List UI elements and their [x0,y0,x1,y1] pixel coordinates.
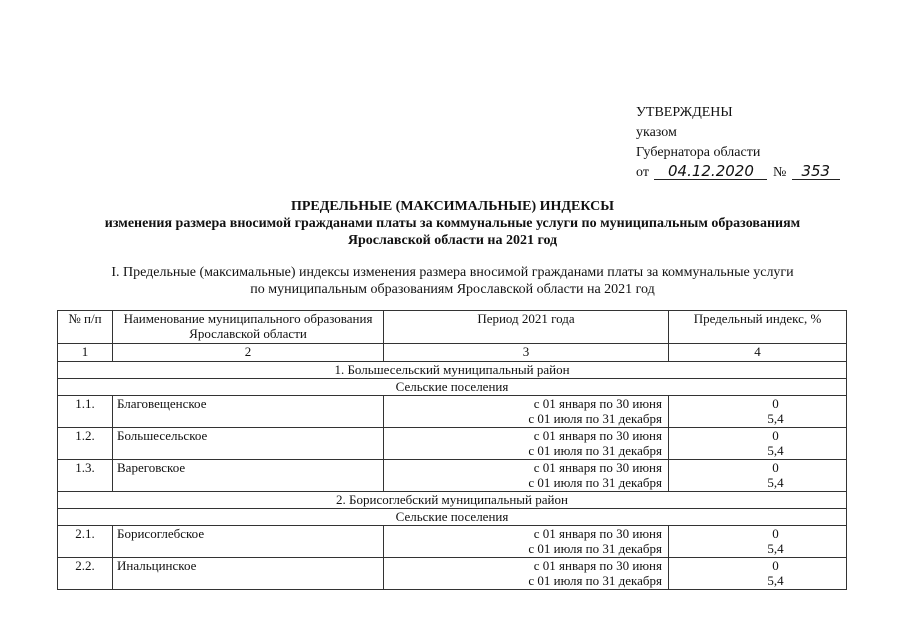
row-period [384,460,669,492]
row-number: 1.2. [58,428,113,460]
row-index [669,396,847,428]
table-row [58,428,847,460]
subtitle-line-2: по муниципальным образованиям Ярославской области на 2021 год [250,282,655,297]
title-line-3: Ярославской области на 2021 год [347,233,558,248]
index-first-half: 0 [772,396,779,411]
index-first-half: 0 [772,558,779,573]
period-first-half: с 01 января по 30 июня [533,428,662,443]
row-period [384,526,669,558]
index-first-half: 0 [772,460,779,475]
period-first-half: с 01 января по 30 июня [533,396,662,411]
col-number-2: 2 [113,344,384,362]
header-num: № п/п [58,311,113,344]
row-municipality: Борисоглебское [113,526,384,558]
index-second-half: 5,4 [767,411,784,426]
row-municipality: Вареговское [113,460,384,492]
table-row [58,396,847,428]
period-second-half: с 01 июля по 31 декабря [528,541,662,556]
row-period [384,558,669,590]
header-period: Период 2021 года [384,311,669,344]
table-body [58,362,847,590]
index-second-half: 5,4 [767,475,784,490]
row-period [384,396,669,428]
approval-heading: УТВЕРЖДЕНЫ [636,105,733,120]
index-first-half: 0 [772,428,779,443]
period-second-half: с 01 июля по 31 декабря [528,573,662,588]
subtitle-line-1: I. Предельные (максимальные) индексы изменения размера вносимой гражданами платы за коммунальные услуги [111,265,794,280]
index-second-half: 5,4 [767,541,784,556]
group-row [58,509,847,526]
row-number: 2.2. [58,558,113,590]
period-first-half: с 01 января по 30 июня [533,526,662,541]
period-second-half: с 01 июля по 31 декабря [528,443,662,458]
index-second-half: 5,4 [767,443,784,458]
district-row [58,362,847,379]
district-name: 1. Большесельский муниципальный район [58,362,847,379]
row-municipality: Благовещенское [113,396,384,428]
row-municipality: Инальцинское [113,558,384,590]
title-line-1: ПРЕДЕЛЬНЫЕ (МАКСИМАЛЬНЫЕ) ИНДЕКСЫ [290,199,615,214]
index-first-half: 0 [772,526,779,541]
group-row [58,379,847,396]
section-heading [0,264,905,298]
approval-from-label: от [636,165,649,180]
period-first-half: с 01 января по 30 июня [533,460,662,475]
approval-date-line [636,163,842,183]
col-number-3: 3 [384,344,669,362]
table-row [58,558,847,590]
period-first-half: с 01 января по 30 июня [533,558,662,573]
row-number: 2.1. [58,526,113,558]
approval-block [636,103,842,183]
row-index [669,526,847,558]
district-name: 2. Борисоглебский муниципальный район [58,492,847,509]
header-index: Предельный индекс, % [669,311,847,344]
table-header-row [58,311,847,344]
document-title [0,198,905,249]
table-row [58,460,847,492]
header-name: Наименование муниципального образования Ярославской области [113,311,384,344]
row-number: 1.1. [58,396,113,428]
approval-authority: Губернатора области [636,145,761,160]
approval-number: 353 [792,163,840,180]
col-number-1: 1 [58,344,113,362]
title-line-2: изменения размера вносимой гражданами платы за коммунальные услуги по муниципальным образованиям [104,216,801,231]
district-row [58,492,847,509]
table-row [58,526,847,558]
column-number-row [58,344,847,362]
row-index [669,460,847,492]
row-index [669,558,847,590]
approval-number-label: № [772,165,787,180]
period-second-half: с 01 июля по 31 декабря [528,475,662,490]
row-municipality: Большесельское [113,428,384,460]
group-name: Сельские поселения [58,379,847,396]
group-name: Сельские поселения [58,509,847,526]
index-second-half: 5,4 [767,573,784,588]
col-number-4: 4 [669,344,847,362]
row-index [669,428,847,460]
row-period [384,428,669,460]
approval-date: 04.12.2020 [654,163,767,180]
period-second-half: с 01 июля по 31 декабря [528,411,662,426]
row-number: 1.3. [58,460,113,492]
index-table [57,310,847,590]
approval-by: указом [636,125,677,140]
